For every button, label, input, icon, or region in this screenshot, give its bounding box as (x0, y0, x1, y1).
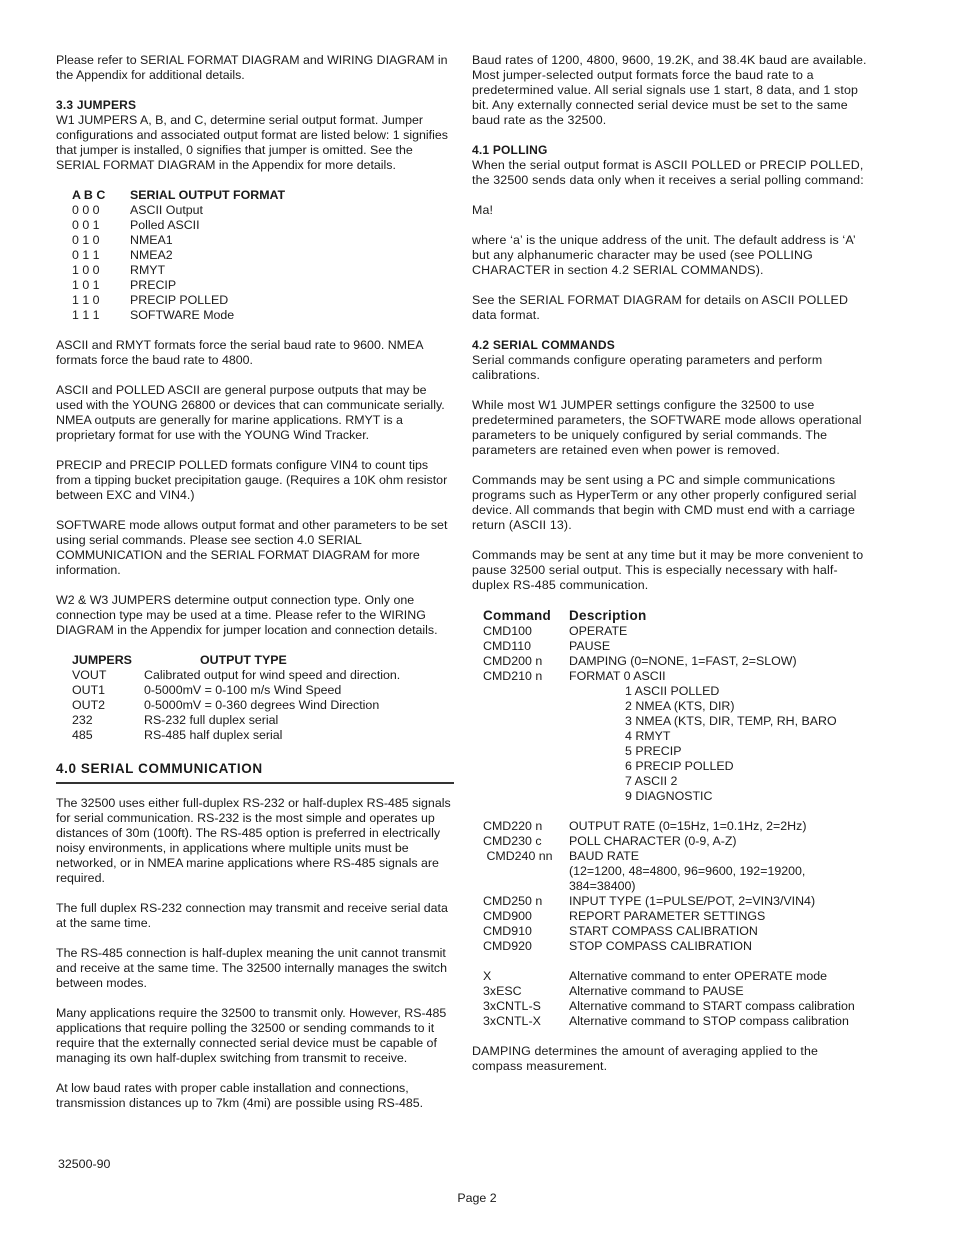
command-description: OPERATE (569, 624, 628, 638)
command-description: INPUT TYPE (1=PULSE/POT, 2=VIN3/VIN4) (569, 894, 816, 908)
format-table-row (56, 218, 454, 233)
command-description: Alternative command to START compass calibration (569, 999, 855, 1013)
command-description: POLL CHARACTER (0-9, A-Z) (569, 834, 737, 848)
format-code: 0 1 1 (72, 248, 100, 262)
command-row (472, 999, 872, 1014)
format-label: NMEA2 (130, 248, 173, 262)
output-table-header-type: OUTPUT TYPE (200, 653, 287, 667)
poll-command: Ma! (472, 203, 494, 217)
command-code: CMD110 (483, 639, 531, 653)
ascii-polled-paragraph: ASCII and POLLED ASCII are general purpose outputs that may be used with the YOUNG 26800 or devices that can communicate serially. NMEA outputs are generally for marine applications. RMYT is a proprietary format for use with the YOUNG Wind Tracker. (56, 383, 445, 442)
format-code: 0 0 0 (72, 203, 100, 217)
serial-paragraph-3: The RS-485 connection is half-duplex meaning the unit cannot transmit and receive at the same time. The 32500 internally manages the switch between modes. (56, 946, 447, 990)
commands-paragraph-1: Serial commands configure operating parameters and perform calibrations. (472, 353, 823, 382)
command-row (472, 624, 872, 639)
polling-paragraph: When the serial output format is ASCII POLLED or PRECIP POLLED, the 32500 sends data only when it receives a serial polling command: (472, 158, 864, 187)
serial-paragraph-5: At low baud rates with proper cable installation and connections, transmission distances up to 7km (4mi) are possible using RS-485. (56, 1081, 424, 1110)
command-description: REPORT PARAMETER SETTINGS (569, 909, 766, 923)
command-row (472, 909, 872, 924)
section-title-serial-communication: 4.0 SERIAL COMMUNICATION (56, 761, 454, 784)
format-table (56, 188, 454, 323)
see-diagram-paragraph: See the SERIAL FORMAT DIAGRAM for details on ASCII POLLED data format. (472, 293, 849, 322)
output-table-header-jumpers: JUMPERS (72, 653, 132, 667)
command-row (472, 849, 872, 864)
commands-paragraph-4: Commands may be sent at any time but it may be more convenient to pause 32500 serial output. This is especially necessary with half-duplex RS-485 communication. (472, 548, 864, 592)
command-code: CMD910 (483, 924, 532, 938)
format-table-row (56, 263, 454, 278)
serial-paragraph-4: Many applications require the 32500 to transmit only. However, RS-485 applications that require polling the 32500 or sending commands to it require that the externally connected serial device must be capable of managing its own half-duplex switching from transmit to receive. (56, 1006, 447, 1065)
command-description: (12=1200, 48=4800, 96=9600, 192=19200, 384=38400) (569, 864, 806, 893)
format-table-row (56, 308, 454, 323)
jumper-code: 485 (72, 728, 93, 742)
format-table-header-format: SERIAL OUTPUT FORMAT (130, 188, 286, 202)
spacer (472, 804, 872, 819)
software-paragraph: SOFTWARE mode allows output format and other parameters to be set using serial commands. Please see section 4.0 SERIAL COMMUNICATION and the SERIAL FORMAT DIAGRAM for more information. (56, 518, 448, 577)
format-code: 1 1 1 (72, 308, 100, 322)
output-type: 0-5000mV = 0-100 m/s Wind Speed (144, 683, 342, 697)
command-description: Alternative command to enter OPERATE mode (569, 969, 828, 983)
format-table-row (56, 248, 454, 263)
command-code: CMD100 (483, 624, 532, 638)
output-type: 0-5000mV = 0-360 degrees Wind Direction (144, 698, 380, 712)
command-row (472, 984, 872, 999)
format-option: 6 PRECIP POLLED (625, 759, 734, 773)
format-table-header-abc: A B C (72, 188, 106, 202)
command-description: STOP COMPASS CALIBRATION (569, 939, 752, 953)
format-option: 3 NMEA (KTS, DIR, TEMP, RH, BARO (625, 714, 837, 728)
format-table-row (56, 278, 454, 293)
command-description: START COMPASS CALIBRATION (569, 924, 758, 938)
format-label: SOFTWARE Mode (130, 308, 235, 322)
command-code: 3xCNTL-X (483, 1014, 541, 1028)
format-code: 1 1 0 (72, 293, 100, 307)
command-description: Alternative command to PAUSE (569, 984, 744, 998)
format-label: PRECIP (130, 278, 177, 292)
command-code: 3xCNTL-S (483, 999, 541, 1013)
spacer (472, 1029, 872, 1044)
jumpers-heading: 3.3 JUMPERS (56, 98, 137, 112)
command-table (472, 608, 872, 1029)
output-table-row (56, 728, 454, 743)
precip-paragraph: PRECIP and PRECIP POLLED formats configure VIN4 to count tips from a tipping bucket precipitation gauge. (Requires a 10K ohm resistor between EXC and VIN4.) (56, 458, 448, 502)
damping-paragraph: DAMPING determines the amount of averaging applied to the compass measurement. (472, 1044, 819, 1073)
command-code: CMD250 n (483, 894, 543, 908)
jumpers-paragraph: W1 JUMPERS A, B, and C, determine serial output format. Jumper configurations and associated output format are listed below: 1 signifies that jumper is installed, 0 signifies that jumper is omitted. See the SERIAL FORMAT DIAGRAM in the Appendix for more details. (56, 113, 448, 172)
command-row (472, 939, 872, 954)
command-row (472, 639, 872, 654)
format-code: 0 1 0 (72, 233, 100, 247)
format-option: 7 ASCII 2 (625, 774, 678, 788)
format-option: 1 ASCII POLLED (625, 684, 720, 698)
command-description: DAMPING (0=NONE, 1=FAST, 2=SLOW) (569, 654, 797, 668)
command-code: CMD210 n (483, 669, 543, 683)
jumper-code: VOUT (72, 668, 107, 682)
ascii-rmyt-paragraph: ASCII and RMYT formats force the serial baud rate to 9600. NMEA formats force the baud rate to 4800. (56, 338, 423, 367)
command-description: Alternative command to STOP compass calibration (569, 1014, 849, 1028)
command-code (472, 864, 569, 894)
polling-heading: 4.1 POLLING (472, 143, 548, 157)
command-code: CMD900 (483, 909, 532, 923)
jumper-code: 232 (72, 713, 93, 727)
baud-paragraph: Baud rates of 1200, 4800, 9600, 19.2K, and 38.4K baud are available. Most jumper-selected output formats force the baud rate to a predetermined value. All serial signals use 1 start, 8 data, and 1 stop bit. Any externally connected serial device must be set to the same baud rate as the 32500. (472, 53, 867, 127)
command-code: CMD240 nn (483, 849, 553, 863)
output-type: Calibrated output for wind speed and direction. (144, 668, 401, 682)
command-row (472, 969, 872, 984)
format-code: 1 0 0 (72, 263, 100, 277)
command-header: Command (483, 608, 552, 623)
command-description: PAUSE (569, 639, 611, 653)
intro-paragraph: Please refer to SERIAL FORMAT DIAGRAM and WIRING DIAGRAM in the Appendix for additional details. (56, 53, 448, 82)
address-paragraph: where ‘a’ is the unique address of the unit. The default address is ‘A’ but any alphanumeric character may be used (see POLLING CHARACTER in section 4.2 SERIAL COMMANDS). (472, 233, 856, 277)
format-option: 2 NMEA (KTS, DIR) (625, 699, 735, 713)
command-code: CMD200 n (483, 654, 543, 668)
command-code: CMD920 (483, 939, 532, 953)
format-label: NMEA1 (130, 233, 173, 247)
format-table-header (56, 188, 454, 203)
output-table-row (56, 668, 454, 683)
format-label: PRECIP POLLED (130, 293, 229, 307)
format-label: Polled ASCII (130, 218, 200, 232)
serial-paragraph-1: The 32500 uses either full-duplex RS-232 or half-duplex RS-485 signals for serial communication. RS-232 is the most simple and operates up distances of 30m (100ft). The RS-485 option is preferred in electrically noisy environments, in applications where multiple units must be networked, or in NMEA marine applications where RS-485 signals are required. (56, 796, 451, 885)
command-table-header (472, 608, 872, 624)
command-description: OUTPUT RATE (0=15Hz, 1=0.1Hz, 2=2Hz) (569, 819, 807, 833)
command-code: X (483, 969, 492, 983)
serial-paragraph-2: The full duplex RS-232 connection may transmit and receive serial data at the same time. (56, 901, 448, 930)
command-code: CMD230 c (483, 834, 542, 848)
command-row (472, 834, 872, 849)
command-row (472, 1014, 872, 1029)
jumper-code: OUT2 (72, 698, 106, 712)
format-code: 0 0 1 (72, 218, 100, 232)
command-description: FORMAT 0 ASCII (569, 669, 666, 683)
format-table-row (56, 293, 454, 308)
w2-w3-paragraph: W2 & W3 JUMPERS determine output connection type. Only one connection type may be used at a time. Please refer to the WIRING DIAGRAM in the Appendix for jumper location and connection details. (56, 593, 438, 637)
document-id: 32500-90 (58, 1157, 111, 1171)
command-description: BAUD RATE (569, 849, 639, 863)
format-option: 4 RMYT (625, 729, 671, 743)
output-table-row (56, 698, 454, 713)
right-column (472, 53, 872, 1089)
command-code: CMD220 n (483, 819, 543, 833)
spacer (472, 954, 872, 969)
command-row (472, 669, 872, 684)
output-type: RS-485 half duplex serial (144, 728, 283, 742)
format-option: 5 PRECIP (625, 744, 682, 758)
output-type: RS-232 full duplex serial (144, 713, 279, 727)
command-row (472, 894, 872, 909)
commands-heading: 4.2 SERIAL COMMANDS (472, 338, 615, 352)
description-header: Description (569, 608, 647, 623)
left-column (56, 53, 454, 1126)
command-code: 3xESC (483, 984, 522, 998)
output-table-row (56, 683, 454, 698)
output-table-header (56, 653, 454, 668)
format-label: RMYT (130, 263, 166, 277)
commands-paragraph-3: Commands may be sent using a PC and simple communications programs such as HyperTerm or any other properly configured serial device. All commands that begin with CMD must end with a carriage return (ASCII 13). (472, 473, 857, 532)
format-option: 9 DIAGNOSTIC (625, 789, 713, 803)
format-table-row (56, 203, 454, 218)
commands-paragraph-2: While most W1 JUMPER settings configure the 32500 to use predetermined parameters, the SOFTWARE mode allows operational parameters to be uniquely configured by serial commands. The parameters are retained even when power is removed. (472, 398, 862, 457)
page-number: Page 2 (457, 1191, 497, 1205)
format-code: 1 0 1 (72, 278, 100, 292)
output-table-row (56, 713, 454, 728)
format-label: ASCII Output (130, 203, 204, 217)
command-row (472, 924, 872, 939)
command-row (472, 864, 872, 894)
jumper-code: OUT1 (72, 683, 106, 697)
command-row (472, 819, 872, 834)
output-table (56, 653, 454, 743)
command-row (472, 654, 872, 669)
format-table-row (56, 233, 454, 248)
